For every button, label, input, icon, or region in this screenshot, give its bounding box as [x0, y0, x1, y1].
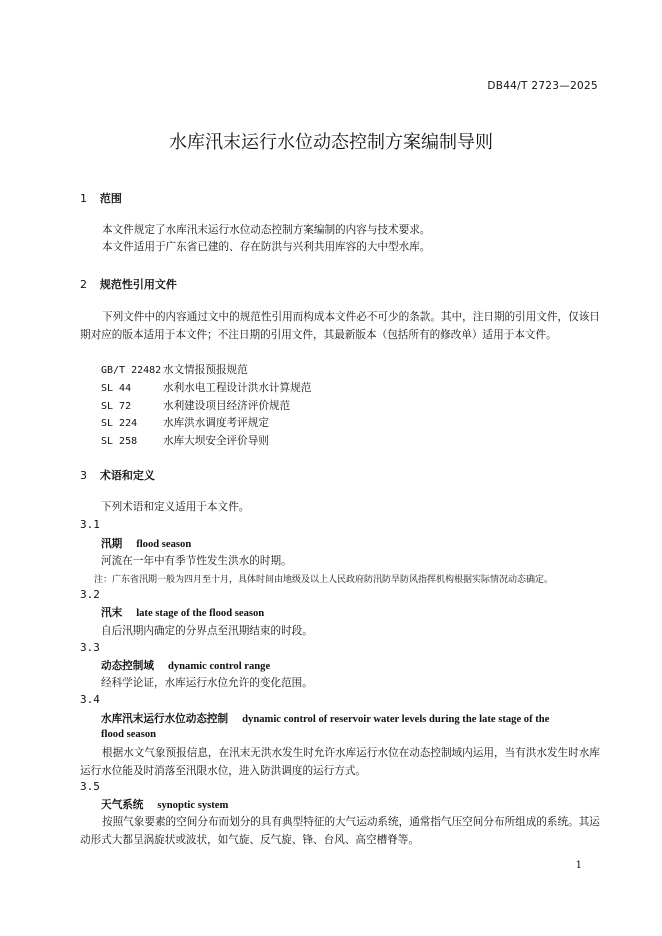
document-title: 水库汛末运行水位动态控制方案编制导则: [169, 132, 493, 153]
section-number: 2: [80, 278, 87, 291]
term-number: 3.3: [80, 641, 100, 654]
term-heading: 汛末 late stage of the flood season: [101, 607, 265, 619]
term-heading-continued: flood season: [101, 729, 157, 740]
section-2-heading: [80, 276, 177, 292]
term-definition: 河流在一年中有季节性发生洪水的时期。: [101, 555, 292, 567]
paragraph: 本文件适用于广东省已建的、存在防洪与兴利共用库容的大中型水库。: [102, 241, 431, 253]
reference-item: SL 72 水利建设项目经济评价规范: [101, 400, 291, 412]
standard-number: DB44/T 2723—2025: [487, 80, 598, 92]
section-title: 范围: [99, 192, 122, 205]
term-number: 3.4: [80, 693, 100, 706]
term-heading: 汛期 flood season: [101, 538, 192, 550]
section-number: 1: [80, 192, 87, 205]
section-number: 3: [80, 469, 87, 482]
paragraph: 本文件规定了水库汛末运行水位动态控制方案编制的内容与技术要求。: [102, 224, 431, 236]
section-title: 术语和定义: [99, 469, 155, 482]
paragraph: 下列文件中的内容通过文中的规范性引用而构成本文件必不可少的条款。其中，注日期的引用文件，仅该日期对应的版本适用于本文件；不注日期的引用文件，其最新版本（包括所有的修改单）适用于本文件。: [80, 311, 600, 341]
term-number: 3.2: [80, 588, 100, 601]
term-definition: 自后汛期内确定的分界点至汛期结束的时段。: [101, 625, 313, 637]
term-number: 3.1: [80, 518, 100, 531]
reference-item: SL 258 水库大坝安全评价导则: [101, 435, 269, 447]
reference-item: GB/T 22482 水文情报预报规范: [101, 364, 248, 376]
reference-item: SL 44 水利水电工程设计洪水计算规范: [101, 382, 312, 394]
paragraph: 下列术语和定义适用于本文件。: [101, 501, 250, 513]
term-heading: 水库汛末运行水位动态控制 dynamic control of reservoir water levels during the late stage of the: [101, 713, 550, 725]
term-note: 注：广东省汛期一般为四月至十月，具体时间由地级及以上人民政府防汛防旱防风指挥机构根据实际情况动态确定。: [94, 575, 554, 585]
section-title: 规范性引用文件: [99, 278, 177, 291]
reference-item: SL 224 水库洪水调度考评规定: [101, 417, 269, 429]
term-heading: 天气系统 synoptic system: [101, 799, 229, 811]
term-definition: 经科学论证，水库运行水位允许的变化范围。: [101, 677, 313, 689]
term-heading: 动态控制域 dynamic control range: [101, 660, 271, 672]
term-definition: 按照气象要素的空间分布而划分的具有典型特征的大气运动系统，通常指气压空间分布所组成的系统。其运动形式大都呈涡旋状或波状，如气旋、反气旋、锋、台风、高空槽脊等。: [80, 816, 600, 846]
page-number: 1: [575, 860, 582, 871]
term-number: 3.5: [80, 780, 100, 793]
section-3-heading: [80, 467, 155, 483]
term-definition: 根据水文气象预报信息，在汛末无洪水发生时允许水库运行水位在动态控制域内运用，当有洪水发生时水库运行水位能及时消落至汛限水位，进入防洪调度的运行方式。: [80, 747, 600, 777]
section-1-heading: [80, 190, 122, 206]
